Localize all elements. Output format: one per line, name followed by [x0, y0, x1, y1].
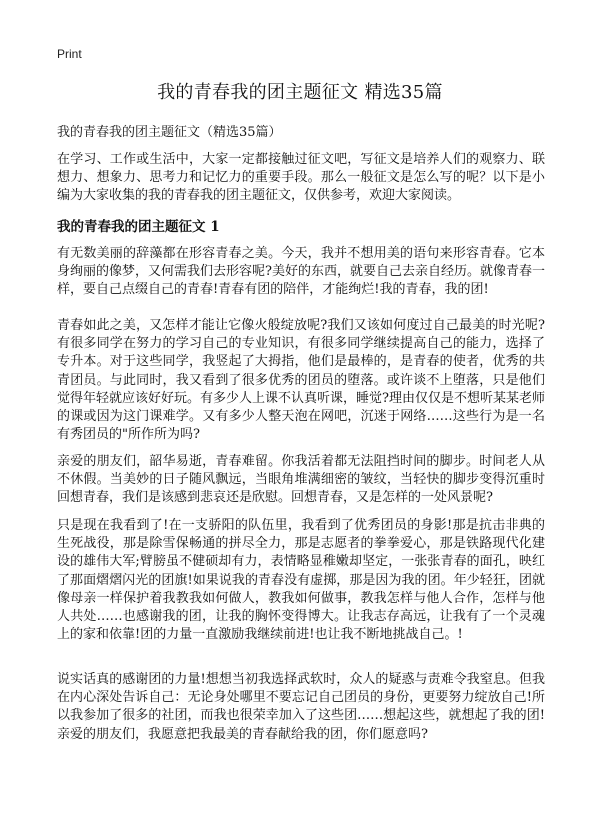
- section-heading: 我的青春我的团主题征文 1: [57, 219, 220, 235]
- body-paragraph: 青春如此之美，又怎样才能让它像火般绽放呢?我们又该如何度过自己最美的时光呢?有很多同学在努力的学习自己的专业知识，有很多同学继续提高自己的能力，选择了专升本。对于这些同学，我竖起了大拇指，他们是最棒的，是青春的使者，优秀的共青团员。与此同时，我又看到了很多优秀的团员的堕落。或许谈不上堕落，只是他们觉得年轻就应该好好玩。有多少人上课不认真听课，睡觉?理由仅仅是不想听某某老师的课或因为这门课难学。又有多少人整天泡在网吧，沉迷于网络……这些行为是一名有秀团员的"所作所为吗?: [57, 318, 545, 443]
- body-paragraph: 有无数美丽的辞藻都在形容青春之美。今天，我并不想用美的语句来形容青春。它本身绚丽的像梦，又何需我们去形容呢?美好的东西，就要自己去亲自经历。就像青春一样，要自己点缀自己的青春!青春有团的陪伴，才能绚烂!我的青春，我的团!: [57, 246, 545, 298]
- print-link[interactable]: Print: [57, 47, 82, 61]
- subtitle: 我的青春我的团主题征文（精选35篇）: [57, 125, 282, 140]
- body-paragraph: 只是现在我看到了!在一支骄阳的队伍里，我看到了优秀团员的身影!那是抗击非典的生死战役，那是除雪保畅通的拼尽全力，那是志愿者的拳拳爱心，那是铁路现代化建设的雄伟大军;臂膀虽不健硕却有力，表情略显稚嫩却坚定，一张张青春的面孔，映红了那面熠熠闪光的团旗!如果说我的青春没有虚掷，那是因为我的团。年少轻狂，团就像母亲一样保护着我教我如何做人，教我如何做事，教我怎样与他人合作，怎样与他人共处……也感谢我的团，让我的胸怀变得博大。让我志存高远，让我有了一个灵魂上的家和依靠!团的力量一直激励我继续前进!也让我不断地挑战自己。!: [57, 518, 545, 643]
- page-title: 我的青春我的团主题征文 精选35篇: [157, 82, 443, 103]
- intro-paragraph: 在学习、工作或生活中，大家一定都接触过征文吧，写征文是培养人们的观察力、联想力、想象力、思考力和记忆力的重要手段。那么一般征文是怎么写的呢？以下是小编为大家收集的我的青春我的团主题征文，仅供参考，欢迎大家阅读。: [57, 152, 545, 204]
- body-paragraph: 亲爱的朋友们，韶华易逝，青春难留。你我活着都无法阻挡时间的脚步。时间老人从不休假。当美妙的日子随风飘远，当眼角堆满细密的皱纹，当轻快的脚步变得沉重时回想青春，我们是该感到悲哀还是欣慰。回想青春，又是怎样的一处风景呢?: [57, 454, 545, 506]
- body-paragraph: 说实话真的感谢团的力量!想想当初我选择武软时，众人的疑惑与责难令我窒息。但我在内心深处告诉自己：无论身处哪里不要忘记自己团员的身份，更要努力绽放自己!所以我参加了很多的社团，而我也很荣幸加入了这些团……想起这些，就想起了我的团!亲爱的朋友们，我愿意把我最美的青春献给我的团，你们愿意吗?: [57, 672, 545, 742]
